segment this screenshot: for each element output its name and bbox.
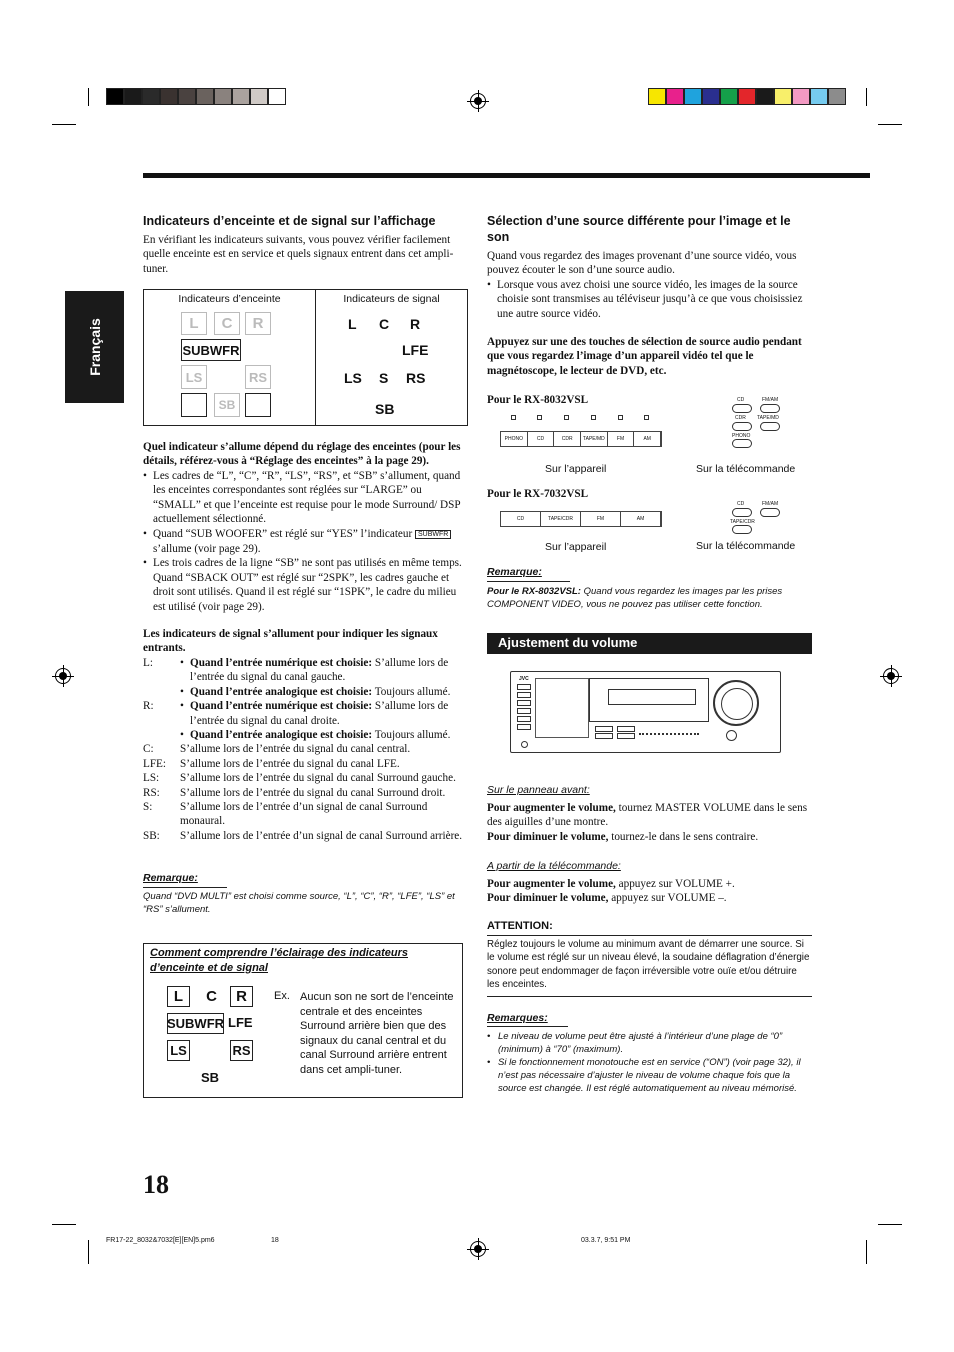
footer-page: 18	[271, 1237, 279, 1244]
definition-bold: Quand l’entrée numérique est choisie:	[190, 700, 373, 713]
remote-label: CD	[737, 501, 745, 507]
definition-row	[143, 685, 468, 699]
definition-key: C:	[143, 743, 154, 756]
example-l-indicator: L	[167, 986, 190, 1007]
remote-label: CD	[737, 397, 745, 403]
gray-swatch	[196, 88, 214, 105]
definition-value: S’allume lors de l’entrée du signal du canal Surround gauche.	[180, 772, 456, 785]
signal-s-indicator: S	[379, 370, 389, 386]
brand-logo: JVC	[519, 676, 529, 682]
model-label: Pour le RX-7032VSL	[487, 488, 589, 500]
color-swatch	[756, 88, 774, 105]
definition-value	[180, 656, 468, 685]
remarques-rule	[487, 1026, 568, 1027]
subwfr-badge: SUBWFR	[415, 530, 451, 539]
color-swatch	[684, 88, 702, 105]
power-button[interactable]	[521, 741, 528, 748]
signal-ls-indicator: LS	[344, 370, 362, 386]
master-volume-knob[interactable]	[713, 680, 759, 726]
bullet-text: s’allume (voir page 29).	[153, 543, 261, 556]
bullet-item: • Lorsque vous avez choisi une source vidéo, les images de la source choisie sont transmises au téléviseur jusqu’à ce que vous choisissiez une autre source vidéo.	[487, 278, 812, 321]
button-cluster	[595, 726, 705, 740]
source-button[interactable]: CD	[528, 432, 555, 446]
color-swatch	[720, 88, 738, 105]
gray-swatch	[178, 88, 196, 105]
attention-label: ATTENTION:	[487, 920, 553, 932]
gray-swatch	[106, 88, 124, 105]
definition-row	[143, 757, 468, 771]
plain-text: appuyez sur VOLUME +.	[615, 878, 735, 890]
crop-mark	[878, 124, 902, 125]
gray-swatch	[214, 88, 232, 105]
remote-label: TAPE/CDR	[730, 519, 755, 525]
example-sb-indicator: SB	[201, 1070, 220, 1085]
signal-r-indicator: R	[410, 316, 421, 332]
gray-swatch	[268, 88, 286, 105]
intro-text: En vérifiant les indicateurs suivants, vous pouvez vérifier facilement quelle enceinte est en service et quels signaux entrent dans cet ampli-tuner.	[143, 234, 454, 275]
color-swatch	[828, 88, 846, 105]
model-label: Pour le RX-8032VSL	[487, 394, 589, 406]
example-label: Ex.	[274, 990, 290, 1002]
source-buttons	[501, 432, 661, 446]
definition-row	[143, 742, 468, 756]
indicator-diagram	[143, 289, 468, 426]
gray-swatch	[160, 88, 178, 105]
definition-bold: Quand l’entrée analogique est choisie:	[190, 729, 373, 742]
section-heading: Sélection d’une source différente pour l’image et le son	[487, 214, 791, 244]
remote-label: PHONO	[732, 433, 751, 439]
definition-value: S’allume lors de l’entrée du signal du canal LFE.	[180, 757, 400, 770]
definition-row	[143, 771, 468, 785]
definition-text: Toujours allumé.	[374, 685, 451, 698]
gray-swatch	[142, 88, 160, 105]
panel-left-section	[535, 678, 589, 738]
remarque-label: Remarque:	[143, 872, 198, 884]
volume-heading-bar	[487, 633, 812, 654]
example-ls-indicator: LS	[167, 1040, 190, 1061]
definition-value: S’allume lors de l’entrée du signal du canal central.	[180, 743, 411, 756]
definition-value	[180, 685, 468, 699]
definition-value	[180, 728, 468, 742]
source-button[interactable]: FM	[608, 432, 635, 446]
color-swatch	[648, 88, 666, 105]
signal-c-indicator: C	[379, 316, 390, 332]
volume-heading: Ajustement du volume	[498, 635, 638, 650]
panel-slot	[517, 716, 531, 722]
how-to-title: Comment comprendre l’éclairage des indicateurs d’enceinte et de signal	[150, 947, 408, 974]
example-rs-indicator: RS	[230, 1040, 253, 1061]
signal-definitions	[143, 656, 468, 843]
crop-mark	[866, 88, 867, 106]
receiver-front-panel	[510, 671, 781, 753]
definition-row	[143, 728, 468, 742]
source-button[interactable]: TAPE/MD	[581, 432, 608, 446]
remarque-text	[487, 585, 812, 611]
color-swatch	[666, 88, 684, 105]
bullet-item: • Les cadres de “L”, “C”, “R”, “LS”, “RS”, et “SB” s’allument, quand les enceintes correspondantes sont réglées sur “LARGE” ou “SMALL” et que l’enceinte est requise pour le mode Surround/ DSP actuellement sélectionné.	[143, 469, 468, 527]
source-buttons	[501, 512, 661, 526]
volume-section	[707, 678, 773, 746]
example-lfe-indicator: LFE	[228, 1015, 253, 1030]
definition-row	[143, 656, 468, 685]
panel-slot	[517, 708, 531, 714]
language-tab-label: Français	[86, 318, 103, 376]
crop-mark	[878, 1224, 902, 1225]
remote-label: CDR	[735, 415, 746, 421]
front-panel-label: Sur le panneau avant:	[487, 784, 590, 796]
page-number: 18	[143, 1170, 169, 1199]
remarques-label: Remarques:	[487, 1012, 548, 1024]
bold-text: Pour diminuer le volume,	[487, 892, 609, 905]
attention-rule	[487, 935, 812, 936]
definition-bold: Quand l’entrée numérique est choisie:	[190, 657, 373, 669]
crop-mark	[52, 124, 76, 125]
led	[511, 415, 516, 420]
on-unit-label: Sur l’appareil	[545, 463, 607, 475]
footer-date: 03.3.7, 9:51 PM	[581, 1237, 631, 1244]
section-heading: Indicateurs d’enceinte et de signal sur l’affichage	[143, 214, 436, 228]
source-button[interactable]: TAPE/CDR	[541, 512, 581, 526]
remarque-rule	[143, 887, 227, 888]
color-swatch	[774, 88, 792, 105]
panel-button[interactable]	[595, 733, 613, 739]
remarque-bold: Pour le RX-8032VSL:	[487, 586, 581, 597]
definition-key: LS:	[143, 772, 160, 785]
example-text: Aucun son ne sort de l’enceinte centrale et des enceintes Surround arrière bien que des signaux du canal central et du canal Surround arrière entrent dans cet ampli-tuner.	[300, 991, 454, 1076]
definition-list	[143, 742, 468, 843]
signal-l-indicator: L	[348, 316, 357, 332]
remote-rx8032	[720, 394, 780, 444]
speaker-sb-left-indicator	[181, 393, 207, 417]
crop-mark	[88, 1240, 89, 1264]
remote-fmam-button[interactable]	[760, 404, 780, 413]
remote-phono-button[interactable]	[732, 439, 752, 448]
signal-rs-indicator: RS	[406, 370, 426, 386]
definition-value: S’allume lors de l’entrée du signal du canal Surround droit.	[180, 786, 446, 799]
registration-mark-icon	[55, 668, 71, 684]
remote-cd-button[interactable]	[732, 404, 752, 413]
button-row	[500, 431, 662, 447]
source-button[interactable]: CD	[501, 512, 541, 526]
definition-row	[143, 800, 468, 829]
crop-mark	[866, 1240, 867, 1264]
remote-label: TAPE/MD	[757, 415, 779, 421]
panel-slot	[517, 692, 531, 698]
front-panel-text	[487, 801, 812, 844]
led-row	[639, 733, 699, 737]
definition-value: S’allume lors de l’entrée d’un signal de canal Surround monaural.	[180, 801, 428, 828]
led	[537, 415, 542, 420]
remarques-list	[487, 1030, 805, 1095]
signals-text: Les indicateurs de signal s’allument pour indiquer les signaux entrants.	[143, 628, 438, 655]
remarque-rule	[487, 581, 570, 582]
source-button[interactable]: FM	[581, 512, 621, 526]
speaker-rs-indicator: RS	[245, 365, 271, 389]
color-swatch	[702, 88, 720, 105]
bold-text: Pour augmenter le volume,	[487, 802, 616, 814]
definition-value	[180, 699, 468, 728]
signal-lfe-indicator: LFE	[402, 342, 429, 358]
plain-text: tournez-le dans le sens contraire.	[608, 830, 759, 843]
remarque-item: • Si le fonctionnement monotouche est en service (“ON”) (voir page 32), il n’est pas nécessaire d’ajuster le niveau de volume chaque fois que la source est changée. Il est réglé automatiquement au niveau mémorisé.	[487, 1056, 805, 1095]
example-r-indicator: R	[230, 986, 253, 1007]
definition-text: S’allume lors de l’entrée du signal du canal droite.	[190, 700, 449, 727]
crop-mark	[52, 1224, 76, 1225]
remote-label: FM/AM	[762, 397, 779, 403]
on-remote-label: Sur la télécommande	[696, 463, 796, 475]
speaker-r-indicator: R	[245, 312, 271, 335]
on-remote-label: Sur la télécommande	[696, 540, 796, 552]
source-button[interactable]: CDR	[554, 432, 581, 446]
remote-fmam-button[interactable]	[760, 508, 780, 517]
definition-key: R:	[143, 700, 154, 713]
panel-slot	[517, 684, 531, 690]
on-unit-label: Sur l’appareil	[545, 541, 607, 553]
registration-mark-icon	[883, 668, 899, 684]
definition-value: S’allume lors de l’entrée d’un signal de canal Surround arrière.	[180, 829, 463, 842]
plain-text: tournez MASTER VOLUME dans le sens des aiguilles d’une montre.	[487, 802, 808, 829]
remote-cdr-button[interactable]	[732, 422, 752, 431]
definition-key	[143, 685, 180, 699]
color-swatch	[810, 88, 828, 105]
gray-swatch	[232, 88, 250, 105]
intro-text: Quand vous regardez des images provenant d’une source vidéo, vous pouvez écouter le son d’une source audio.	[487, 250, 797, 277]
led	[591, 415, 596, 420]
remote-cd-button[interactable]	[732, 508, 752, 517]
display-window	[589, 678, 709, 722]
definition-row	[143, 786, 468, 800]
definition-row	[143, 829, 468, 843]
footer-file: FR17-22_8032&7032[E][EN]5.pm6	[106, 1237, 215, 1244]
indicator-bullets	[143, 469, 468, 614]
bold-text: Pour augmenter le volume,	[487, 878, 616, 890]
speaker-sb-right-indicator	[245, 393, 271, 417]
panel-button[interactable]	[617, 733, 635, 739]
definition-text: S’allume lors de l’entrée du signal du canal gauche.	[190, 657, 449, 684]
remote-rx7032	[720, 498, 780, 528]
panel-button[interactable]	[617, 726, 635, 732]
definition-key: LFE:	[143, 757, 166, 770]
divider	[315, 290, 316, 425]
color-swatch	[738, 88, 756, 105]
remarque-item: • Le niveau de volume peut être ajusté à l’intérieur d’une plage de “0” (minimum) à “70” (maximum).	[487, 1030, 805, 1056]
gray-swatch	[250, 88, 268, 105]
source-button[interactable]: PHONO	[501, 432, 528, 446]
definition-key: L:	[143, 657, 153, 669]
example-subwfr-indicator: SUBWFR	[167, 1013, 224, 1034]
remote-text	[487, 877, 812, 906]
remote-label: FM/AM	[762, 501, 779, 507]
registration-mark-icon	[470, 93, 486, 109]
signal-indicators-header: Indicateurs de signal	[343, 293, 440, 305]
remarque-label: Remarque:	[487, 566, 542, 578]
remote-label: A partir de la télécommande:	[487, 860, 621, 872]
panel-button[interactable]	[595, 726, 613, 732]
speaker-l-indicator: L	[181, 312, 207, 335]
definition-key: SB:	[143, 829, 160, 842]
led	[564, 415, 569, 420]
speaker-indicators-header: Indicateurs d’enceinte	[178, 293, 281, 305]
bold-text: Pour diminuer le volume,	[487, 830, 609, 843]
speaker-sb-indicator: SB	[214, 393, 240, 417]
attention-text: Réglez toujours le volume au minimum avant de démarrer une source. Si le volume est réglé sur un niveau élevé, la soudaine déflagration d’énergie sonore peut endommager de façon irréversible votre ouïe et/ou détruire les enceintes.	[487, 939, 810, 990]
language-tab	[65, 291, 124, 403]
plain-text: appuyez sur VOLUME –.	[608, 892, 727, 905]
speaker-subwfr-indicator: SUBWFR	[181, 339, 241, 361]
speaker-c-indicator: C	[214, 312, 240, 335]
registration-mark-icon	[470, 1241, 486, 1257]
definition-key: S:	[143, 801, 153, 814]
display	[608, 689, 696, 705]
led	[644, 415, 649, 420]
bullet-item	[143, 527, 468, 557]
definition-key: RS:	[143, 786, 160, 799]
which-indicator-text: Quel indicateur s’allume dépend du réglage des enceintes (pour les détails, référez-vous à “Réglage des enceintes” à la page 29).	[143, 441, 461, 468]
definition-key	[143, 728, 180, 742]
panel-slot	[517, 724, 531, 730]
remarque-text: Quand “DVD MULTI” est choisi comme source, “L”, “C”, “R”, “LFE”, “LS” et “RS” s’allument.	[143, 891, 455, 915]
front-panel-rx8032	[500, 413, 665, 449]
crop-mark	[88, 88, 89, 106]
example-c-indicator: C	[206, 988, 217, 1005]
color-swatch	[792, 88, 810, 105]
bullet-text: Quand “SUB WOOFER” est réglé sur “YES” l’indicateur	[153, 527, 413, 540]
gray-swatch	[124, 88, 142, 105]
attention-rule	[487, 996, 812, 997]
definition-text: Toujours allumé.	[374, 729, 451, 742]
bullet-item: • Les trois cadres de la ligne “SB” ne sont pas utilisés en même temps. Quand “SBACK OUT” est réglé sur “2SPK”, les cadres gauche et droit sont utilisés. Quand il est réglé sur “1SPK”, le cadre du milieu est utilisé (voir page 29).	[143, 556, 468, 614]
source-button[interactable]: AM	[634, 432, 661, 446]
knob-inner	[721, 688, 753, 720]
led	[618, 415, 623, 420]
source-button[interactable]: AM	[621, 512, 661, 526]
how-to-read-box	[143, 943, 463, 1098]
speaker-ls-indicator: LS	[181, 365, 207, 389]
header-rule	[143, 173, 870, 178]
remarque-body: Quand vous regardez les images par les prises COMPONENT VIDEO, vous ne pouvez pas utiliser cette fonction.	[487, 586, 783, 610]
panel-slot	[517, 700, 531, 706]
remote-tapemd-button[interactable]	[760, 422, 780, 431]
instruction-text: Appuyez sur une des touches de sélection de source audio pendant que vous regardez l’image d’un appareil vidéo tel que le magnétoscope, le lecteur de DVD, etc.	[487, 336, 802, 377]
remote-tapecdr-button[interactable]	[732, 525, 752, 534]
signal-sb-indicator: SB	[375, 401, 395, 417]
definition-row	[143, 699, 468, 728]
front-panel-rx7032	[500, 511, 662, 527]
small-knob[interactable]	[726, 730, 737, 741]
definition-bold: Quand l’entrée analogique est choisie:	[190, 685, 373, 698]
